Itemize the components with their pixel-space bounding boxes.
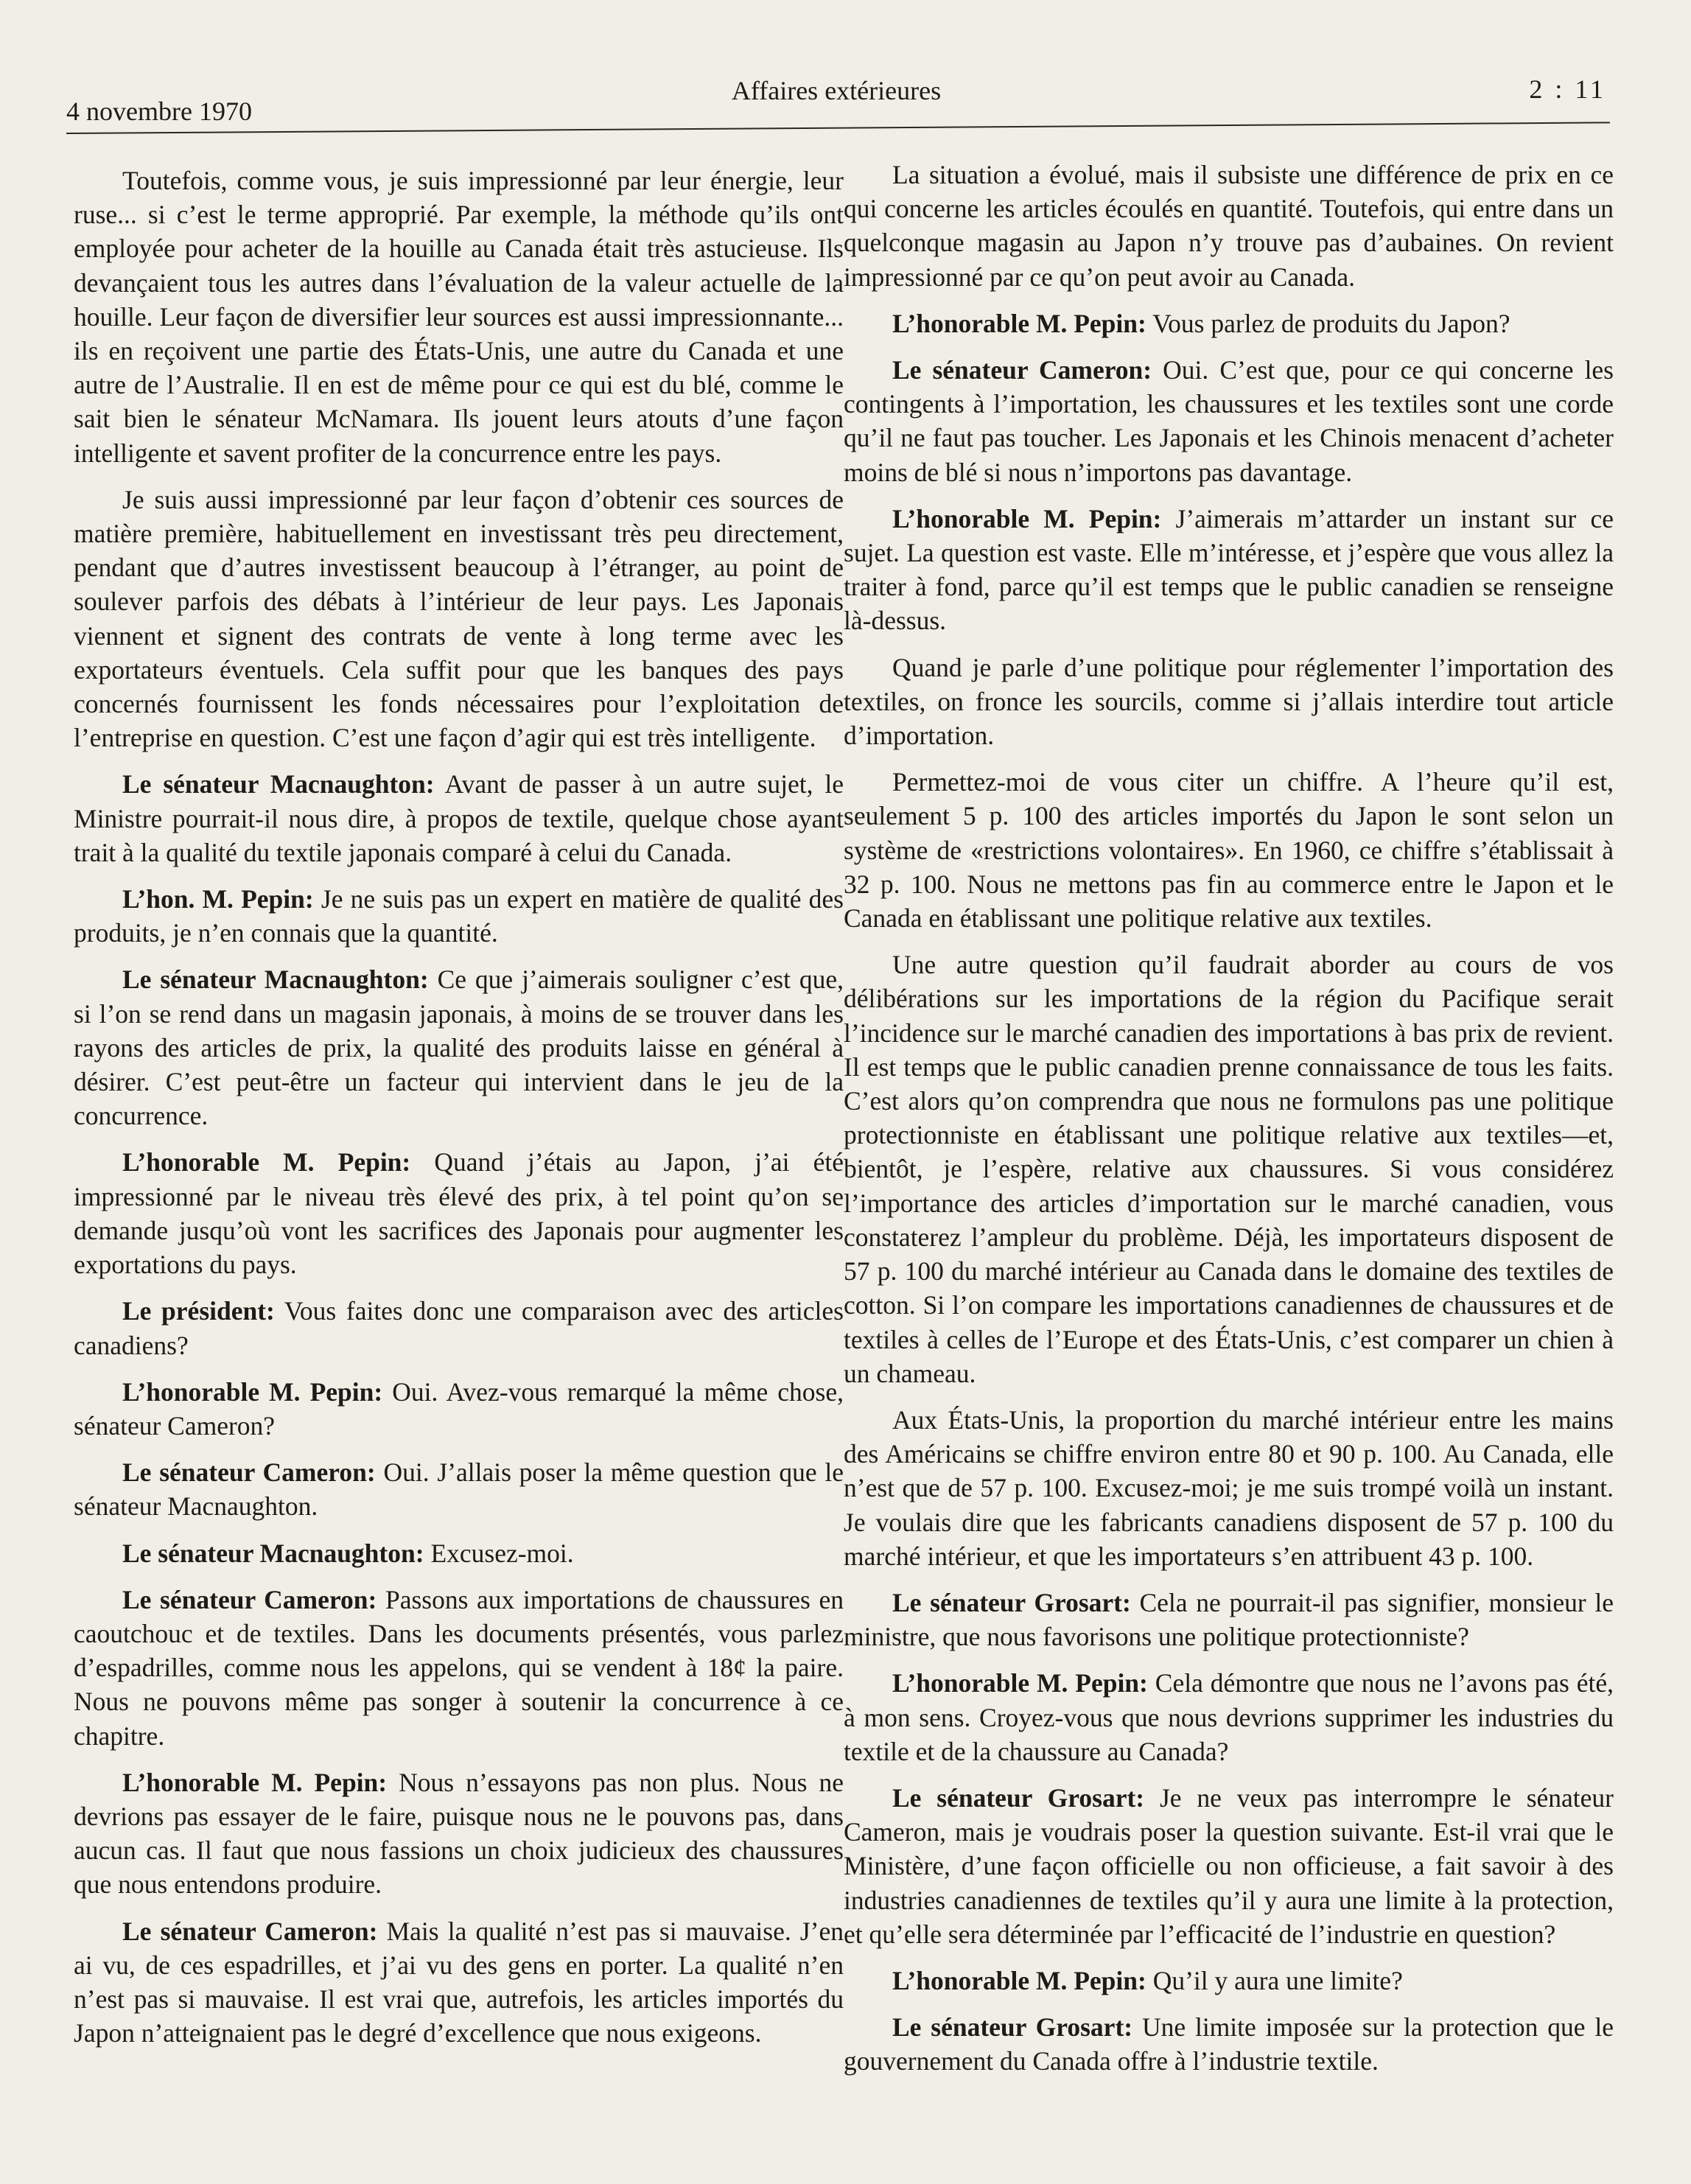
speaker-name: Le sénateur Cameron: [122, 1584, 377, 1614]
speaker-name: Le président: [122, 1296, 275, 1326]
paragraph-text: Je suis aussi impressionné par leur façon d’obtenir ces sources de matière première, habituellement en investissant très peu directement, pendant que d’autres investissent beaucoup à l’étranger, au point de soulever parfois des débats à l’intérieur de leur pays. Les Japonais viennent et signent des contrats de vente à long terme avec les exportateurs éventuels. Cela suffit pour que les banques des pays concernés fournissent les fonds nécessaires pour l’exploitation de l’entreprise en question. C’est une façon d’agir qui est très intelligente. [74, 484, 844, 753]
speaker-name: L’honorable M. Pepin: [122, 1376, 383, 1407]
paragraph-text: Vous faites donc une comparaison avec des articles canadiens? [74, 1296, 844, 1360]
paragraph-text: Une limite imposée sur la protection que le gouvernement du Canada offre à l’industrie textile. [844, 2012, 1614, 2076]
header-title: Affaires extérieures [731, 76, 942, 105]
left-column [74, 164, 844, 2062]
paragraph-text: Aux États-Unis, la proportion du marché intérieur entre les mains des Américains se chiffre environ entre 80 et 90 p. 100. Au Canada, elle n’est que de 57 p. 100. Excusez-moi; je me suis trompé voilà un instant. Je voulais dire que les fabricants canadiens disposent de 57 p. 100 du marché intérieur, et que les importateurs s’en attribuent 43 p. 100. [844, 1404, 1614, 1571]
paragraph-text: Permettez-moi de vous citer un chiffre. A l’heure qu’il est, seulement 5 p. 100 des articles importés du Japon le sont selon un système de «restrictions volontaires». En 1960, ce chiffre s’établissait à 32 p. 100. Nous ne mettons pas fin au commerce entre le Japon et le Canada en établissant une politique relative aux textiles. [844, 767, 1614, 934]
paragraph [74, 1536, 844, 1570]
speaker-name: Le sénateur Macnaughton: [122, 769, 435, 799]
paragraph [844, 353, 1614, 489]
paragraph-text: Nous n’essayons pas non plus. Nous ne devrions pas essayer de le faire, puisque nous ne le pouvons pas, dans aucun cas. Il faut que nous fassions un choix judicieux des chaussures que nous entendons produire. [74, 1767, 844, 1900]
speaker-name: L’honorable M. Pepin: [892, 1965, 1146, 1995]
paragraph-text: Cela ne pourrait-il pas signifier, monsieur le ministre, que nous favorisons une politique protectionniste? [844, 1587, 1614, 1652]
paragraph [844, 948, 1614, 1390]
speaker-name: L’honorable M. Pepin: [122, 1147, 411, 1177]
header-date: 4 novembre 1970 [66, 97, 252, 126]
paragraph-text: Passons aux importations de chaussures en caoutchouc et de textiles. Dans les documents présentés, vous parlez d’espadrilles, comme nous les appelons, qui se vendent à 18¢ la paire. Nous ne pouvons même pas songer à soutenir la concurrence à ce chapitre. [74, 1584, 844, 1751]
speaker-name: L’hon. M. Pepin: [122, 884, 314, 914]
paragraph [844, 502, 1614, 638]
paragraph [844, 1586, 1614, 1653]
paragraph-text: Excusez-moi. [430, 1538, 574, 1568]
paragraph [74, 1914, 844, 2051]
paragraph [844, 651, 1614, 753]
paragraph-text: Qu’il y aura une limite? [1152, 1965, 1403, 1995]
page-header [66, 74, 1606, 140]
paragraph [74, 1294, 844, 1362]
speaker-name: Le sénateur Macnaughton: [122, 965, 429, 995]
speaker-name: Le sénateur Macnaughton: [122, 1538, 424, 1568]
paragraph-text: Quand j’étais au Japon, j’ai été impressionné par le niveau très élevé des prix, à tel point qu’on se demande jusqu’où vont les sacrifices des Japonais pour augmenter les exportations du pays. [74, 1147, 844, 1280]
paragraph-text: Je ne suis pas un expert en matière de qualité des produits, je n’en connais que la quantité. [74, 884, 844, 948]
paragraph [844, 158, 1614, 294]
paragraph [844, 1781, 1614, 1951]
speaker-name: Le sénateur Grosart: [892, 1587, 1131, 1617]
speaker-name: L’honorable M. Pepin: [892, 1668, 1148, 1698]
speaker-name: Le sénateur Grosart: [892, 1782, 1145, 1813]
paragraph-text: Cela démontre que nous ne l’avons pas été, à mon sens. Croyez-vous que nous devrions supprimer les industries du textile et de la chaussure au Canada? [844, 1668, 1614, 1766]
paragraph [74, 1583, 844, 1753]
paragraph-text: Quand je parle d’une politique pour réglementer l’importation des textiles, on fronce les sourcils, comme si j’allais interdire tout article d’importation. [844, 652, 1614, 751]
paragraph [844, 1964, 1614, 1998]
paragraph [74, 1455, 844, 1523]
speaker-name: L’honorable M. Pepin: [122, 1767, 388, 1797]
paragraph-text: Une autre question qu’il faudrait aborder au cours de vos délibérations sur les importations de la région du Pacifique serait l’incidence sur le marché canadien des importations à bas prix de revient. Il est temps que le public canadien prenne connaissance de tous les faits. C’est alors qu’on comprendra que nous ne formulons pas une politique protectionniste en établissant une politique relative aux textiles—et, bientôt, je l’espère, relative aux chaussures. Si vous considérez l’importance des articles d’importation sur le marché canadien, vous constaterez l’ampleur du problème. Déjà, les importateurs disposent de 57 p. 100 du marché intérieur au Canada dans le domaine des textiles de cotton. Si l’on compare les importations canadiennes de chaussures et de textiles à celles de l’Europe et des États-Unis, c’est comparer un chien à un chameau. [844, 950, 1614, 1388]
paragraph-text: Oui. J’allais poser la même question que le sénateur Macnaughton. [74, 1457, 844, 1522]
paragraph [844, 765, 1614, 935]
paragraph [74, 164, 844, 470]
paragraph-text: La situation a évolué, mais il subsiste une différence de prix en ce qui concerne les articles écoulés en quantité. Toutefois, qui entre dans un quelconque magasin au Japon n’y trouve pas d’aubaines. On revient impressionné par ce qu’on peut avoir au Canada. [844, 160, 1614, 292]
speaker-name: L’honorable M. Pepin: [892, 308, 1146, 338]
paragraph-text: Oui. C’est que, pour ce qui concerne les contingents à l’importation, les chaussures et les textiles sont une corde qu’il ne faut pas toucher. Les Japonais et les Chinois menacent d’acheter moins de blé si nous n’importons pas davantage. [844, 355, 1614, 487]
paragraph-text: Vous parlez de produits du Japon? [1152, 308, 1510, 338]
paragraph [844, 307, 1614, 340]
speaker-name: Le sénateur Cameron: [122, 1916, 378, 1946]
speaker-name: Le sénateur Grosart: [892, 2012, 1133, 2043]
speaker-name: L’honorable M. Pepin: [892, 503, 1162, 533]
paragraph-text: Avant de passer à un autre sujet, le Ministre pourrait-il nous dire, à propos de textile, quelque chose ayant trait à la qualité du textile japonais comparé à celui du Canada. [74, 769, 844, 867]
paragraph-text: Oui. Avez-vous remarqué la même chose, sénateur Cameron? [74, 1376, 844, 1441]
paragraph [74, 1145, 844, 1281]
header-page-number: 2 : 11 [1529, 74, 1606, 104]
paragraph-text: J’aimerais m’attarder un instant sur ce sujet. La question est vaste. Elle m’intéresse, et j’espère que vous allez la traiter à fond, parce qu’il est temps que le public canadien se renseigne là-dessus. [844, 503, 1614, 636]
paragraph-text: Ce que j’aimerais souligner c’est que, si l’on se rend dans un magasin japonais, à moins de se trouver dans les rayons des articles de prix, la qualité des produits laisse en général à désirer. C’est peut-être un facteur qui intervient dans le jeu de la concurrence. [74, 965, 844, 1131]
paragraph [74, 882, 844, 950]
paragraph [844, 1666, 1614, 1768]
paragraph-text: Je ne veux pas interrompre le sénateur Cameron, mais je voudrais poser la question suivante. Est-il vrai que le Ministère, d’une façon officielle ou non officieuse, a fait savoir à des industries canadiennes de textiles qu’il y aura une limite à la protection, et qu’elle sera déterminée par l’efficacité de l’industrie en question? [844, 1782, 1614, 1949]
paragraph [844, 1403, 1614, 1573]
right-column [844, 158, 1614, 2091]
paragraph [74, 1765, 844, 1902]
paragraph-text: Toutefois, comme vous, je suis impressionné par leur énergie, leur ruse... si c’est le terme approprié. Par exemple, la méthode qu’ils ont employée pour acheter de la houille au Canada était très astucieuse. Ils devançaient tous les autres dans l’évaluation de la valeur actuelle de la houille. Leur façon de diversifier leur sources est aussi impressionnante... ils en reçoivent une partie des États-Unis, une autre du Canada et une autre de l’Australie. Il en est de même pour ce qui est du blé, comme le sait bien le sénateur McNamara. Ils jouent leurs atouts d’une façon intelligente et savent profiter de la concurrence entre les pays. [74, 166, 844, 468]
speaker-name: Le sénateur Cameron: [122, 1457, 376, 1488]
paragraph [844, 2010, 1614, 2078]
paragraph-text: Mais la qualité n’est pas si mauvaise. J’en ai vu, de ces espadrilles, et j’ai vu des gens en porter. La qualité n’en n’est pas si mauvaise. Il est vrai que, autrefois, les articles importés du Japon n’atteignaient pas le degré d’excellence que nous exigeons. [74, 1916, 844, 2048]
paragraph [74, 962, 844, 1133]
speaker-name: Le sénateur Cameron: [892, 355, 1152, 385]
paragraph [74, 483, 844, 755]
paragraph [74, 767, 844, 869]
paragraph [74, 1375, 844, 1443]
